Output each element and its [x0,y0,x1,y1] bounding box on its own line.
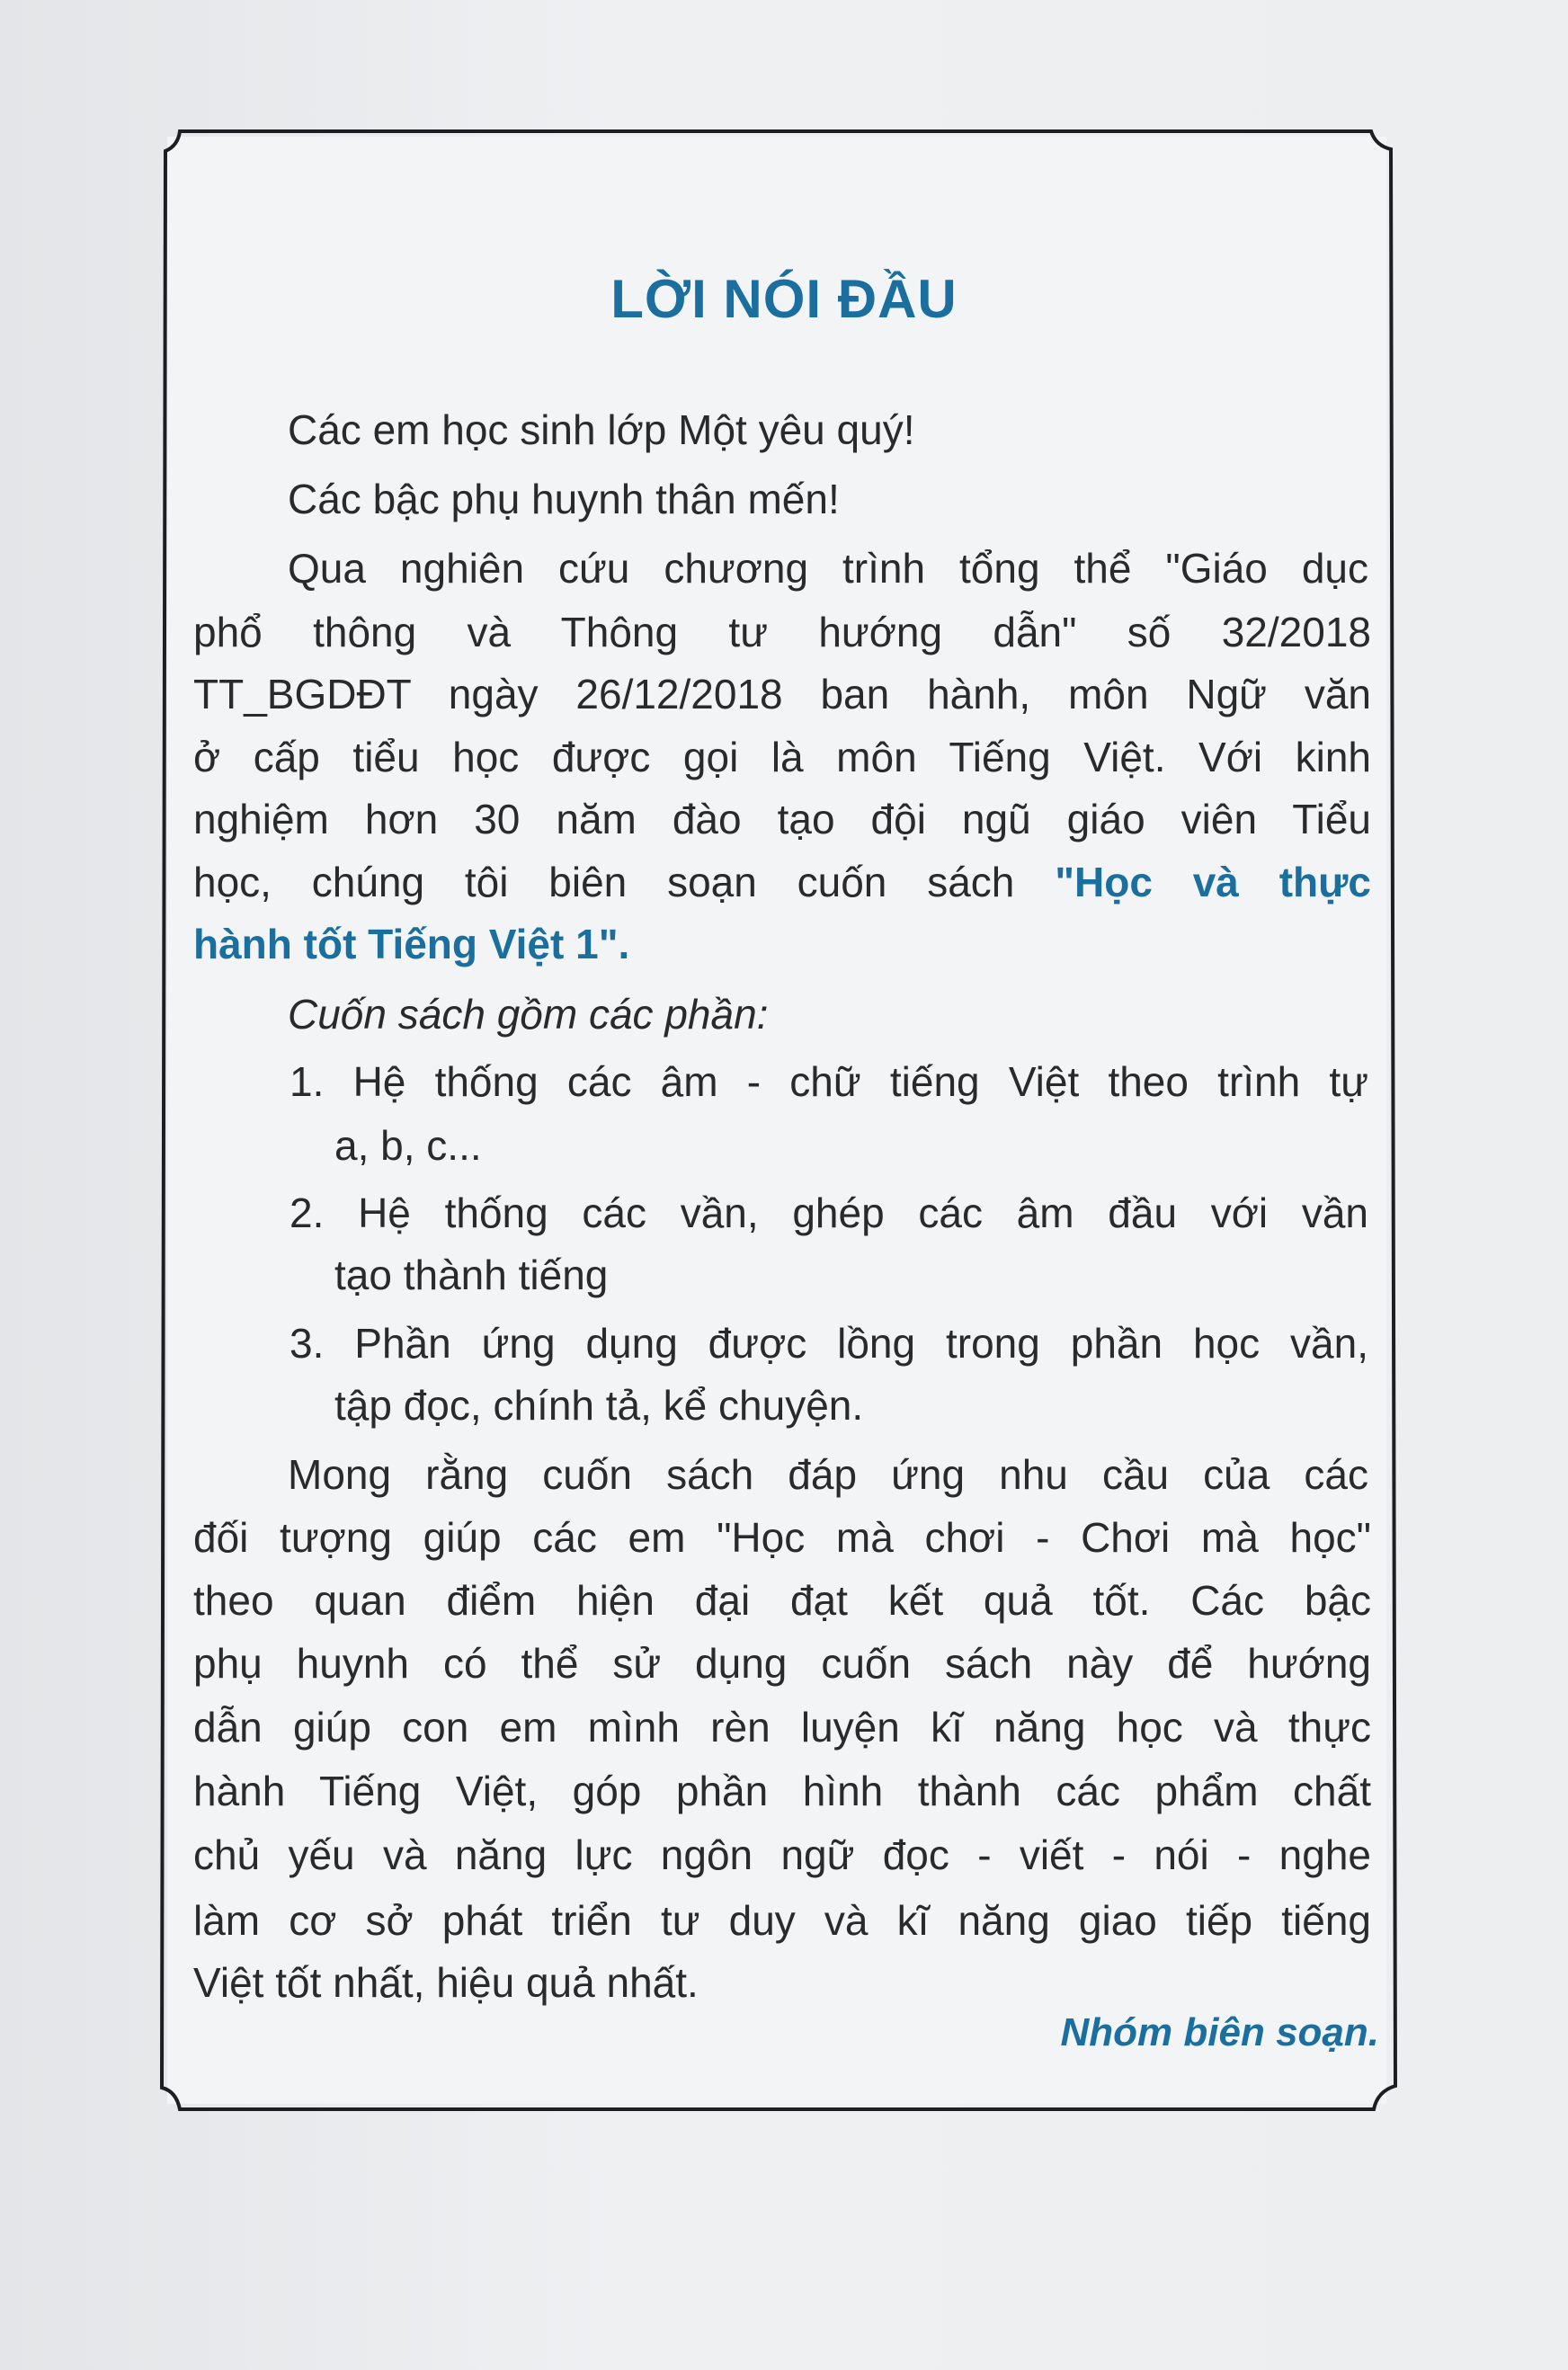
text-segment: dẫn giúp con em mình rèn luyện kĩ năng học và thực [193,1704,1371,1751]
text-line [193,919,629,969]
book-title-text: hành tốt Tiếng Việt 1 [193,921,599,967]
text-segment: chủ yếu và năng lực ngôn ngữ đọc - viết - nói - nghe [193,1831,1371,1878]
text-segment: phổ thông và Thông tư hướng dẫn" số 32/2018 [193,609,1371,655]
text-segment: Các bậc phụ huynh thân mến! [288,476,840,522]
text-line [193,732,1371,782]
text-segment: TT_BGDĐT ngày 26/12/2018 ban hành, môn Ngữ văn [193,671,1371,717]
text-line [193,1830,1371,1880]
text-line [193,1957,699,2008]
text-segment: làm cơ sở phát triển tư duy và kĩ năng giao tiếp tiếng [193,1897,1371,1944]
text-line [290,1056,1368,1107]
book-title-text: "Học và thực [1055,859,1371,905]
text-line [288,1449,1368,1500]
text-segment: Các em học sinh lớp Một yêu quý! [288,406,915,453]
text-line [193,669,1371,719]
text-segment: học, chúng tôi biên soạn cuốn sách [193,859,1056,905]
text-segment: Qua nghiên cứu chương trình tổng thể "Giáo dục [288,545,1368,592]
text-line [288,543,1368,593]
text-line [193,1702,1371,1752]
text-line [334,1380,863,1430]
text-line [193,857,1371,907]
text-line [193,607,1371,657]
text-line [193,794,1371,844]
text-line [290,1318,1368,1368]
text-line [290,1188,1368,1238]
text-segment: hành Tiếng Việt, góp phần hình thành các phẩm chất [193,1768,1371,1814]
text-segment: Mong rằng cuốn sách đáp ứng nhu cầu của các [288,1451,1368,1498]
text-segment: phụ huynh có thể sử dụng cuốn sách này để hướng [193,1640,1371,1687]
text-segment: 3. Phần ứng dụng được lồng trong phần học vần, [290,1320,1368,1367]
text-segment: đối tượng giúp các em "Học mà chơi - Chơi mà học" [193,1514,1371,1561]
text-line [334,1120,482,1171]
page-title: LỜI NÓI ĐẦU [610,269,958,329]
text-segment: theo quan điểm hiện đại đạt kết quả tốt. Các bậc [193,1577,1371,1624]
text-segment: 2. Hệ thống các vần, ghép các âm đầu với vần [290,1189,1368,1236]
signature: Nhóm biên soạn. [1060,2010,1379,2054]
text-line [288,405,914,455]
text-segment: ở cấp tiểu học được gọi là môn Tiếng Việt. Với kinh [193,734,1371,780]
text-segment: Cuốn sách gồm các phần: [288,991,769,1038]
text-segment: tập đọc, chính tả, kể chuyện. [334,1382,864,1429]
text-line [193,1766,1371,1816]
text-segment: nghiệm hơn 30 năm đào tạo đội ngũ giáo viên Tiểu [193,796,1371,842]
text-segment: tạo thành tiếng [334,1252,609,1298]
text-line [288,474,840,524]
text-line [288,989,768,1039]
text-line [193,1638,1371,1688]
text-line [193,1575,1371,1626]
book-title-text: ". [598,921,630,967]
text-segment: a, b, c... [334,1122,482,1169]
text-line [193,1512,1371,1563]
text-line [193,1895,1371,1946]
text-segment: Việt tốt nhất, hiệu quả nhất. [193,1959,699,2006]
text-segment: 1. Hệ thống các âm - chữ tiếng Việt theo trình tự [290,1058,1368,1105]
text-line [334,1250,608,1300]
